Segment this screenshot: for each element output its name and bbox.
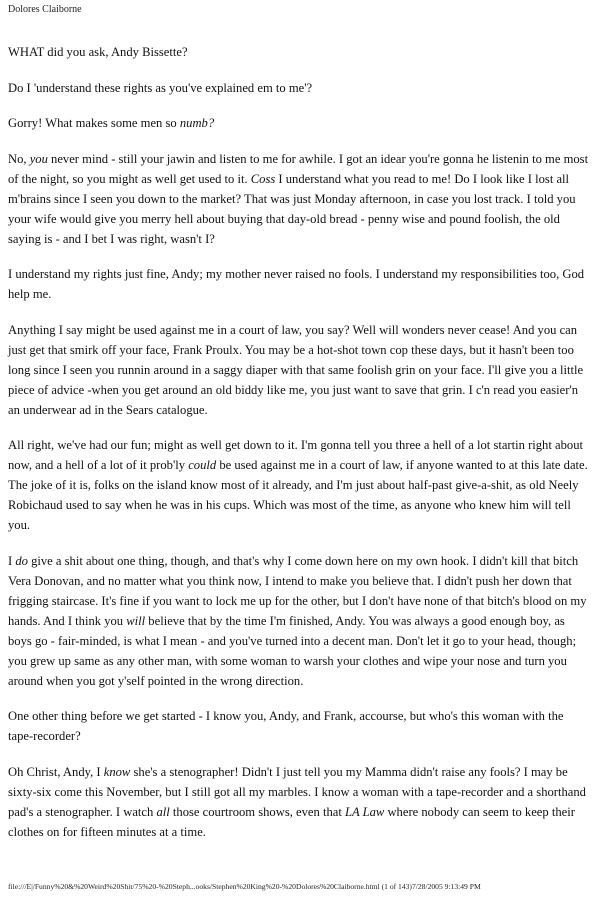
text-run: I understand what you read to me! Do I look like I lost all m'brains since I seen you down to the market? That was just Monday afternoon, in case you lost track. I told you your wife would give you merry hell about buying that day-old bread - penny wise and pound foolish, the old saying is - and I bet I was right, wasn't I? xyxy=(8,171,576,246)
text-run: No, xyxy=(8,151,30,166)
text-run: All right, we've had our fun; might as well get down to it. I'm gonna tell you three a hell of a lot startin right about now, and a hell of a lot of it prob'ly xyxy=(8,438,583,472)
body-paragraph xyxy=(8,320,590,420)
text-run: WHAT did you ask, Andy Bissette? xyxy=(8,45,188,59)
text-run: Anything I say might be used against me in a court of law, you say? Well will wonders never cease! And you can just get that smirk off your face, Frank Proulx. You may be a hot-shot town cop these days, but it hasn't been too long since I seen you runnin around in a saggy diaper with that same foolish grin on your face. I'll give you a little piece of advice -when you get around an old biddy like me, you just want to save that grin. I c'n read you easier'n an underwear ad in the Sears catalogue. xyxy=(8,322,584,417)
text-run: Gorry! What makes some men so xyxy=(8,116,180,130)
emphasized-text: Coss xyxy=(250,171,276,186)
text-run: those courtroom shows, even that xyxy=(169,804,345,819)
emphasized-text: LA Law xyxy=(344,804,385,819)
body-paragraph xyxy=(8,264,590,304)
text-run: One other thing before we get started - I know you, Andy, and Frank, accourse, but who's this woman with the tape-recorder? xyxy=(8,709,564,743)
body-paragraph xyxy=(8,551,590,691)
page-header-title: Dolores Claiborne xyxy=(8,4,82,15)
body-paragraph xyxy=(8,113,590,133)
text-run: give a shit about one thing, though, and that's why I come down here on my own hook. I didn't kill that bitch Vera Donovan, and no matter what you think now, I intend to make you believe that. I didn't push her down that frigging staircase. It's fine if you want to lock me up for the other, but I don't have none of that bitch's blood on my hands. And I think you xyxy=(8,553,587,628)
emphasized-text: numb? xyxy=(179,116,215,130)
text-run: Do I 'understand these rights as you've explained em to me'? xyxy=(8,80,313,95)
text-run: I xyxy=(8,553,16,568)
text-run: never mind - still your jawin and listen to me for awhile. I got an idear you're gonna he listenin to me most of the night, so you might as well get used to it. xyxy=(8,151,589,186)
body-paragraph xyxy=(8,435,590,535)
emphasized-text: know xyxy=(103,764,131,779)
body-paragraph xyxy=(8,762,590,842)
emphasized-text: could xyxy=(188,458,217,472)
emphasized-text: will xyxy=(126,613,146,628)
emphasized-text: you xyxy=(29,151,48,166)
text-run: where nobody can seem to keep their clothes on for fifteen minutes at a time. xyxy=(8,804,575,839)
body-paragraph xyxy=(8,149,590,249)
body-paragraph xyxy=(8,78,590,98)
text-run: be used against me in a court of law, if anyone wanted to at this late date. The joke of it is, folks on the island know most of it already, and I'm just about half-past give-a-shit, as old Neely Robichaud used to say when he was in his cups. Which was most of the time, as anyone who knew him will tell you. xyxy=(8,458,588,532)
document-body xyxy=(8,42,590,857)
text-run: she's a stenographer! Didn't I just tell you my Mamma didn't raise any fools? I may be sixty-six come this November, but I still got all my marbles. I know a woman with a tape-recorder and a shorthand pad's a stenographer. I watch xyxy=(8,764,586,819)
text-run: I understand my rights just fine, Andy; my mother never raised no fools. I understand my responsibilities too, God help me. xyxy=(8,267,585,301)
text-run: Oh Christ, Andy, I xyxy=(8,764,104,779)
emphasized-text: do xyxy=(15,553,28,568)
body-paragraph xyxy=(8,706,590,746)
text-run: believe that by the time I'm finished, Andy. You was always a good enough boy, as boys go - fair-minded, is what I mean - and you've turned into a decent man. Don't let it go to your head, though; you grew up same as any other man, with some woman to warsh your clothes and wipe your nose and turn you around when you got y'self pointed in the wrong direction. xyxy=(8,613,577,688)
emphasized-text: all xyxy=(156,804,170,819)
page-footer-path: file:///E|/Funny%20&%20Weird%20Shit/75%20-%20Steph...ooks/Stephen%20King%20-%20Dolores%20Claiborne.html (1 of 143)7/28/2005 9:13:49 PM xyxy=(8,882,481,891)
body-paragraph xyxy=(8,42,590,62)
